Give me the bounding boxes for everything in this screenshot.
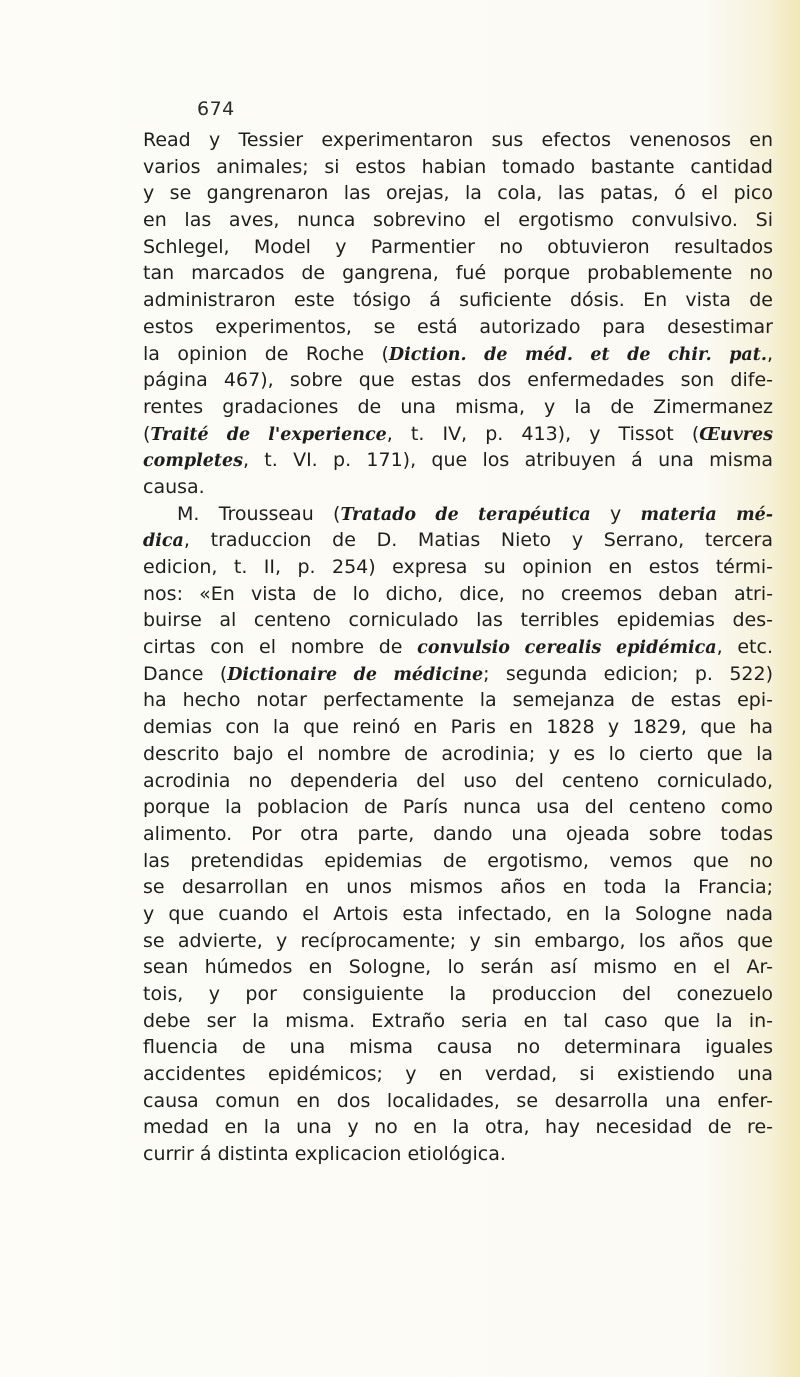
text-line (143, 527, 773, 554)
text-segment: porque la poblacion de París nunca usa del centeno como (143, 796, 773, 819)
text-segment: , traduccion de D. Matias Nieto y Serrano, tercera (183, 529, 773, 552)
text-line (143, 901, 773, 928)
text-segment: y que cuando el Artois esta infectado, en la Sologne nada (143, 902, 773, 925)
text-line (143, 928, 773, 955)
text-line (143, 260, 773, 287)
italic-title-segment: completes (143, 451, 243, 472)
text-segment: causa comun en dos localidades, se desarrolla una enfer- (143, 1089, 773, 1112)
italic-title-segment: Traité de l'experience (150, 424, 387, 445)
text-segment: , t. IV, p. 413), y Tissot ( (386, 422, 700, 445)
text-segment: accidentes epidémicos; y en verdad, si existiendo una (143, 1063, 773, 1086)
text-segment: , etc. (716, 636, 773, 659)
text-segment: medad en la una y no en la otra, hay necesidad de re- (143, 1116, 773, 1139)
italic-title-segment: Œuvres (699, 424, 774, 445)
text-segment: nos: «En vista de lo dicho, dice, no creemos deban atri- (143, 582, 773, 605)
italic-title-segment: Dictionaire de médicine (227, 664, 484, 685)
text-segment: y (590, 502, 641, 525)
text-line (143, 474, 773, 501)
text-segment: edicion, t. II, p. 254) expresa su opinion en estos térmi- (143, 556, 773, 578)
text-line (143, 768, 773, 795)
text-line (143, 661, 773, 688)
body-text (143, 127, 773, 1168)
text-segment: estos experimentos, se está autorizado para desestimar (143, 315, 773, 338)
text-line (143, 607, 773, 634)
text-segment: M. Trousseau ( (177, 502, 341, 525)
text-segment: se desarrollan en unos mismos años en toda la Francia; (143, 876, 773, 899)
text-segment: la opinion de Roche ( (143, 342, 389, 365)
text-line (143, 1114, 773, 1141)
text-segment: administraron este tósigo á suficiente dósis. En vista de (143, 289, 773, 312)
text-line (143, 234, 773, 261)
text-segment: , (766, 342, 773, 365)
text-segment: , t. VI. p. 171), que los atribuyen á una misma (242, 449, 773, 472)
text-line (143, 687, 773, 714)
italic-title-segment: dica (143, 531, 184, 552)
text-segment: ha hecho notar perfectamente la semejanza de estas epi- (143, 689, 773, 712)
text-line (143, 714, 773, 741)
italic-title-segment: Diction. de méd. et de chir. pat. (388, 344, 767, 365)
italic-title-segment: Tratado de terapéutica (340, 504, 591, 525)
text-segment: currir á distinta explicacion etiológica. (143, 1143, 506, 1166)
text-line (143, 501, 773, 528)
text-line (143, 634, 773, 661)
text-segment: alimento. Por otra parte, dando una ojeada sobre todas (143, 822, 773, 845)
text-segment: descrito bajo el nombre de acrodinia; y es lo cierto que la (143, 742, 773, 765)
text-line (143, 954, 773, 981)
text-line (143, 981, 773, 1008)
text-line (143, 287, 773, 314)
text-line (143, 581, 773, 608)
italic-title-segment: convulsio cerealis epidémica (417, 638, 717, 659)
text-line (143, 180, 773, 207)
text-segment: cirtas con el nombre de (143, 636, 418, 659)
text-segment: acrodinia no dependeria del uso del centeno corniculado, (143, 769, 773, 792)
text-line (143, 794, 773, 821)
text-line (143, 1088, 773, 1115)
text-segment: causa. (143, 475, 205, 498)
text-line (143, 821, 773, 848)
text-line (143, 127, 773, 154)
text-segment: Dance ( (143, 662, 228, 685)
text-line (143, 741, 773, 768)
text-segment: rentes gradaciones de una misma, y la de Zimermanez (143, 395, 773, 418)
text-line (143, 314, 773, 341)
text-segment: las pretendidas epidemias de ergotismo, vemos que no (143, 849, 773, 872)
page-number: 674 (197, 98, 235, 120)
text-segment: buirse al centeno corniculado las terribles epidemias des- (143, 609, 773, 632)
text-segment: se advierte, y recíprocamente; y sin embargo, los años que (143, 929, 773, 952)
text-segment: fluencia de una misma causa no determinara iguales (143, 1036, 773, 1059)
text-segment: tan marcados de gangrena, fué porque probablemente no (143, 262, 773, 285)
text-segment: y se gangrenaron las orejas, la cola, las patas, ó el pico (143, 182, 773, 205)
text-segment: tois, y por consiguiente la produccion del conezuelo (143, 983, 773, 1005)
text-line (143, 1141, 773, 1168)
text-line (143, 874, 773, 901)
text-segment: varios animales; si estos habian tomado bastante cantidad (143, 155, 773, 178)
text-line (143, 367, 773, 394)
text-segment: página 467), sobre que estas dos enfermedades son dife- (143, 369, 773, 392)
text-line (143, 207, 773, 234)
text-segment: Schlegel, Model y Parmentier no obtuvieron resultados (143, 235, 773, 258)
text-line (143, 394, 773, 421)
text-line (143, 848, 773, 875)
text-segment: sean húmedos en Sologne, lo serán así mismo en el Ar- (143, 956, 773, 979)
text-line (143, 1061, 773, 1088)
text-segment: ( (143, 422, 151, 445)
text-line (143, 421, 773, 448)
text-line (143, 1008, 773, 1035)
text-line (143, 554, 773, 581)
text-segment: debe ser la misma. Extraño seria en tal caso que la in- (143, 1009, 773, 1032)
text-segment: en las aves, nunca sobrevino el ergotismo convulsivo. Si (143, 209, 773, 232)
text-segment: demias con la que reinó en Paris en 1828 y 1829, que ha (143, 716, 773, 739)
text-line (143, 447, 773, 474)
text-line (143, 154, 773, 181)
italic-title-segment: materia mé- (640, 504, 773, 525)
text-line (143, 341, 773, 368)
text-line (143, 1034, 773, 1061)
text-segment: Read y Tessier experimentaron sus efectos venenosos en (143, 129, 773, 151)
text-segment: ; segunda edicion; p. 522) (483, 662, 773, 685)
